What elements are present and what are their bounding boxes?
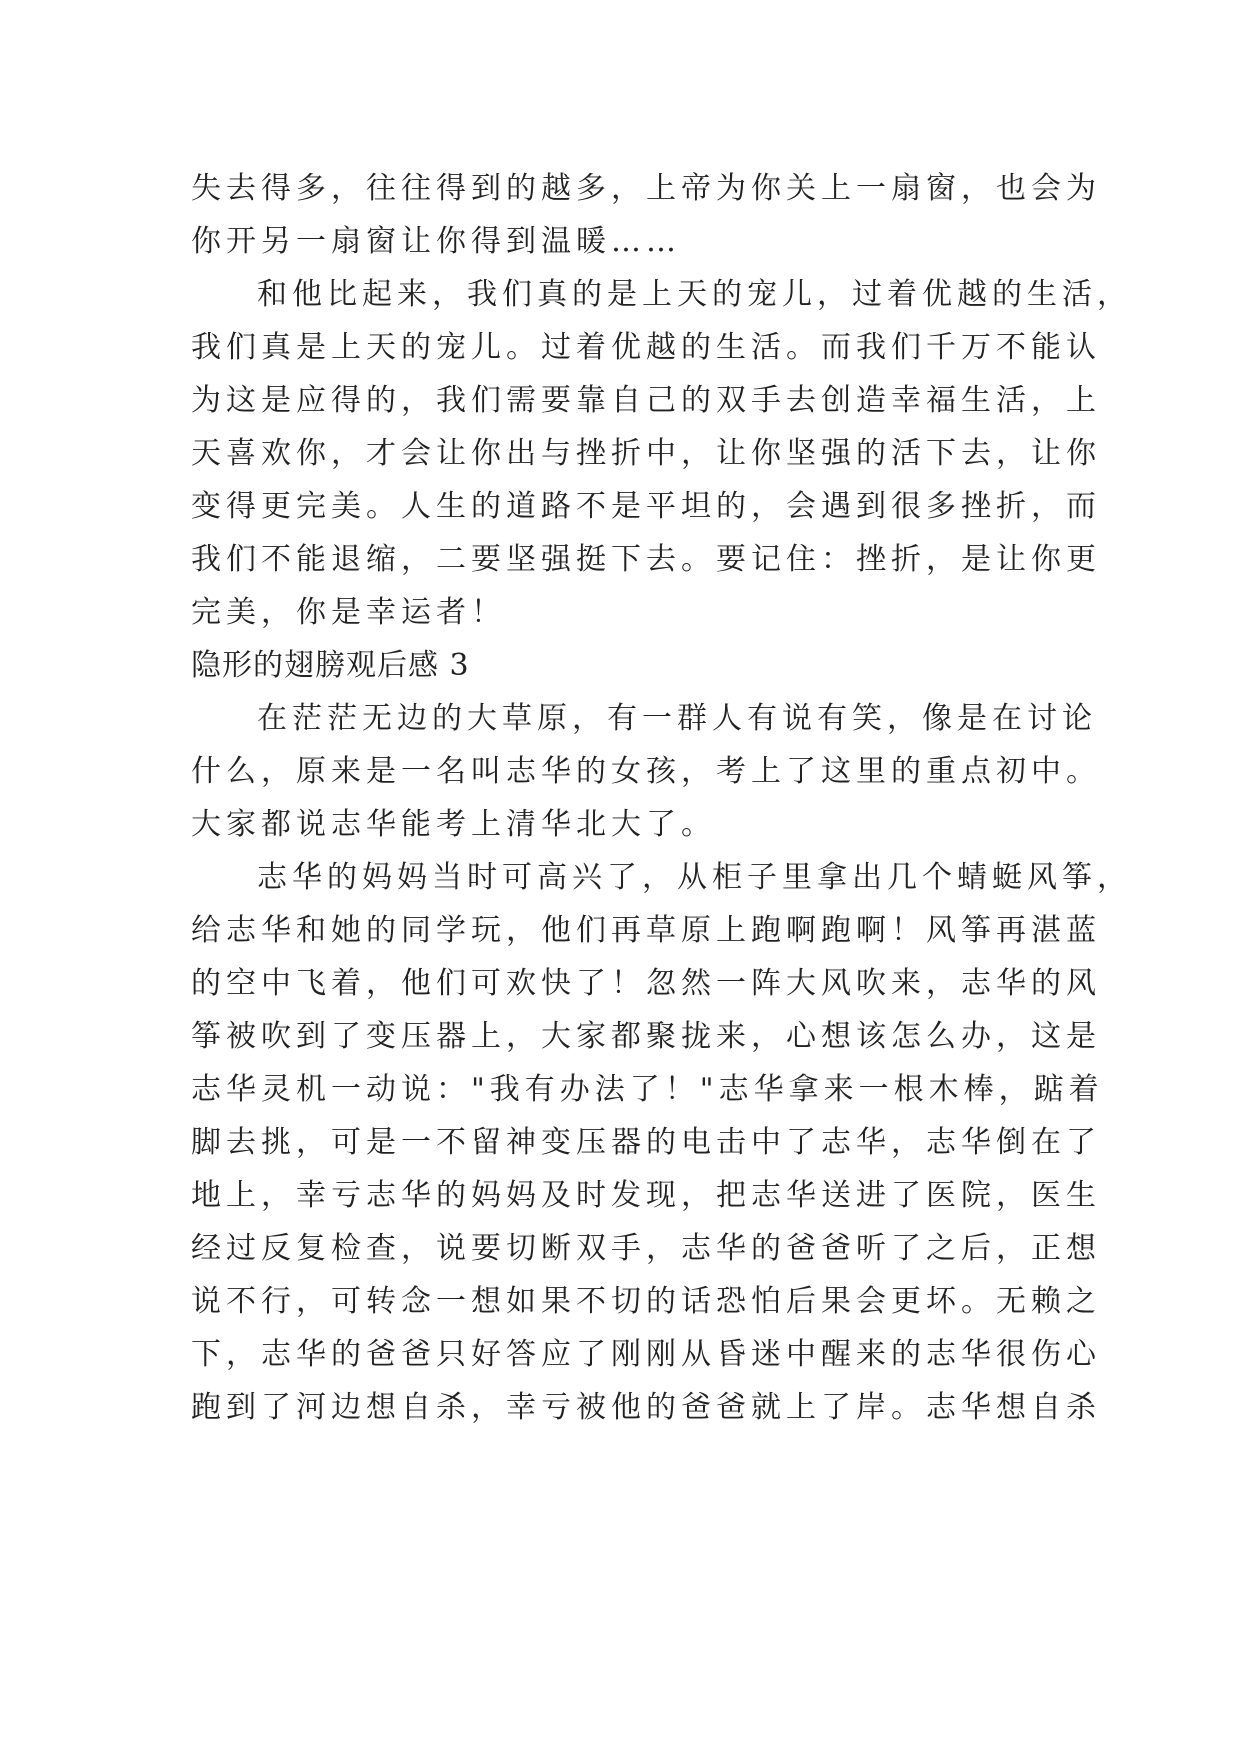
paragraph-line: 志华的妈妈当时可高兴了，从柜子里拿出几个蜻蜓风筝， — [257, 860, 1132, 895]
heading-text: 隐形的翅膀观后感 3 — [191, 648, 470, 683]
paragraph-line: 天喜欢你，才会让你出与挫折中，让你坚强的活下去，让你 — [191, 436, 1101, 471]
paragraph-line: 在茫茫无边的大草原，有一群人有说有笑，像是在讨论 — [257, 701, 1097, 736]
paragraph-line: 失去得多，往往得到的越多，上帝为你关上一扇窗，也会为 — [191, 171, 1101, 206]
paragraph-line: 下，志华的爸爸只好答应了刚刚从昏迷中醒来的志华很伤心 — [191, 1337, 1101, 1372]
paragraph-line: 大家都说志华能考上清华北大了。 — [191, 807, 716, 842]
paragraph-line: 地上，幸亏志华的妈妈及时发现，把志华送进了医院，医生 — [191, 1178, 1101, 1213]
paragraph — [191, 692, 1101, 851]
paragraph-line: 说不行，可转念一想如果不切的话恐怕后果会更坏。无赖之 — [191, 1284, 1101, 1319]
paragraph — [191, 851, 1132, 1434]
document-body — [191, 162, 1132, 1434]
paragraph — [191, 268, 1132, 639]
section-heading — [191, 639, 1053, 692]
paragraph-line: 给志华和她的同学玩，他们再草原上跑啊跑啊！风筝再湛蓝 — [191, 913, 1101, 948]
paragraph — [191, 162, 1101, 268]
paragraph-line: 和他比起来，我们真的是上天的宠儿，过着优越的生活， — [257, 277, 1132, 312]
paragraph-line: 经过反复检查，说要切断双手，志华的爸爸听了之后，正想 — [191, 1231, 1101, 1266]
paragraph-line: 筝被吹到了变压器上，大家都聚拢来，心想该怎么办，这是 — [191, 1019, 1101, 1054]
paragraph-line: 志华灵机一动说："我有办法了！"志华拿来一根木棒，踮着 — [191, 1072, 1104, 1107]
paragraph-line: 什么，原来是一名叫志华的女孩，考上了这里的重点初中。 — [191, 754, 1101, 789]
paragraph-line: 脚去挑，可是一不留神变压器的电击中了志华，志华倒在了 — [191, 1125, 1101, 1160]
paragraph-line: 我们不能退缩，二要坚强挺下去。要记住：挫折，是让你更 — [191, 542, 1101, 577]
paragraph-line: 我们真是上天的宠儿。过着优越的生活。而我们千万不能认 — [191, 330, 1101, 365]
paragraph-line: 完美，你是幸运者！ — [191, 595, 506, 630]
paragraph-line: 为这是应得的，我们需要靠自己的双手去创造幸福生活，上 — [191, 383, 1101, 418]
paragraph-line: 的空中飞着，他们可欢快了！忽然一阵大风吹来，志华的风 — [191, 966, 1101, 1001]
paragraph-line: 跑到了河边想自杀，幸亏被他的爸爸就上了岸。志华想自杀 — [191, 1390, 1101, 1425]
paragraph-line: 你开另一扇窗让你得到温暖…… — [191, 224, 681, 259]
paragraph-line: 变得更完美。人生的道路不是平坦的，会遇到很多挫折，而 — [191, 489, 1101, 524]
